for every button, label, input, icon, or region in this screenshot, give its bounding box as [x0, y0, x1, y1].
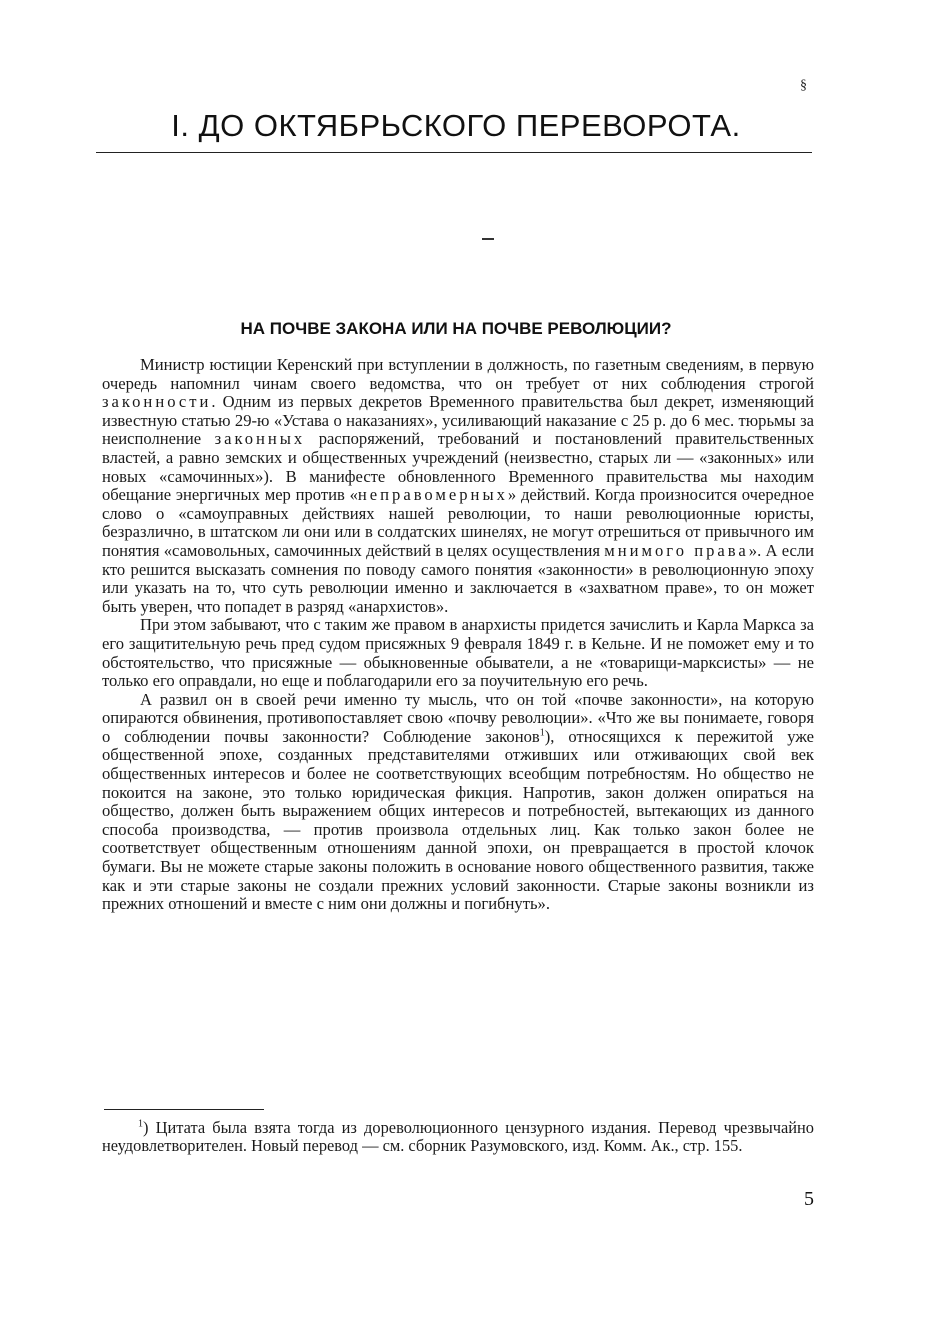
title-rule: [96, 152, 812, 153]
text-run: » действий. Когда произносится очередное слово о «самоуправных действиях нашей революции, то наши революционные юристы, безразлично, в штатском ли они или в солдатских шинелях, не могут отрешиться от привычного им понятия «самовольных, самочинных действий в целях осуществления: [102, 485, 815, 560]
spaced-emphasis: законных: [214, 429, 306, 449]
footnote-text: [102, 1119, 814, 1155]
text-run: . Одним из первых декретов Временного правительства был декрет, изменяющий известную статью 29-ю «Устава о наказаниях», усиливающий наказание с 25 р. до 6 мес. тюрьмы за неисполнение: [102, 392, 814, 449]
chapter-title: I. ДО ОКТЯБРЬСКОГО ПЕРЕВОРОТА.: [171, 108, 741, 143]
text-run: ), относящихся к пережитой уже общественной эпохе, созданных представителями отживших или отживающих свой век общественных интересов и более не соответствующих всеобщим потребностям. Но общество не покоится на законе, это только юридическая фикция. Напротив, закон должен опираться на общество, должен быть выражением общих интересов и потребностей, вытекающих из данного способа производства, — против произвола отдельных лиц. Как только закон более не соответствует общественным отношениям данной эпохи, он превращается в простой клочок бумаги. Вы не можете старые законы положить в основание нового общественного развития, также как и эти старые законы не создали прежних условий законности. Старые законы возникли из прежних отношений и вместе с ним они должны и погибнуть».: [102, 726, 814, 914]
footnote-rule: [104, 1109, 264, 1110]
body-text: [102, 356, 814, 914]
paragraph-1: [102, 356, 814, 616]
spaced-emphasis: законности: [102, 392, 212, 412]
spaced-emphasis: неправомерных: [357, 485, 508, 505]
paragraph-2: При этом забывают, что с таким же правом в анархисты придется зачислить и Карла Маркса за его защитительную речь пред судом присяжных 9 февраля 1849 г. в Кельне. И не поможет ему и то обстоятельство, что присяжные — обыкновенные обыватели, а не «товарищи-марксисты» — не только его оправдали, но еще и поблагодарили его за поучительную его речь.: [102, 615, 814, 691]
decorative-dash: [482, 238, 494, 240]
footnote: [102, 1119, 814, 1155]
footnote-marker: 1: [138, 1118, 143, 1130]
paragraph-3: [102, 691, 814, 914]
text-run: распоряжений, требований и постановлений правительственных властей, а равно земских и общественных учреждений (неизвестно, старых ли — «законных» или новых «самочинных»). В манифесте обновленного Временного правительства мы находим обещание энергичных мер против «: [102, 429, 814, 505]
spaced-emphasis: мнимого права: [604, 540, 749, 560]
corner-mark: §: [800, 78, 807, 93]
section-heading: НА ПОЧВЕ ЗАКОНА ИЛИ НА ПОЧВЕ РЕВОЛЮЦИИ?: [240, 319, 672, 338]
footnote-reference[interactable]: 1: [539, 727, 545, 739]
text-run: ». А если кто решится высказать сомнения по поводу самого понятия «законности» в революционную эпоху или указать на то, что суть революции именно и заключается в «захватном праве», то он может быть уверен, что попадет в разряд «анархистов».: [102, 540, 815, 616]
text-run: А развил он в своей речи именно ту мысль, что он той «почве законности», на которую опираются обвинения, противопоставляет свою «почву революции». «Что же вы понимаете, говоря о соблюдении почвы законности? Соблюдение законов: [102, 689, 814, 746]
footnote-body: ) Цитата была взята тогда из дореволюционного цензурного издания. Перевод чрезвычайно неудовлетворителен. Новый перевод — см. сборник Разумовского, изд. Комм. Ак., стр. 155.: [102, 1118, 814, 1155]
text-run: Министр юстиции Керенский при вступлении в должность, по газетным сведениям, в первую очередь напомнил чинам своего ведомства, что он требует от них соблюдения строгой: [102, 355, 814, 393]
page-number: 5: [804, 1188, 814, 1210]
